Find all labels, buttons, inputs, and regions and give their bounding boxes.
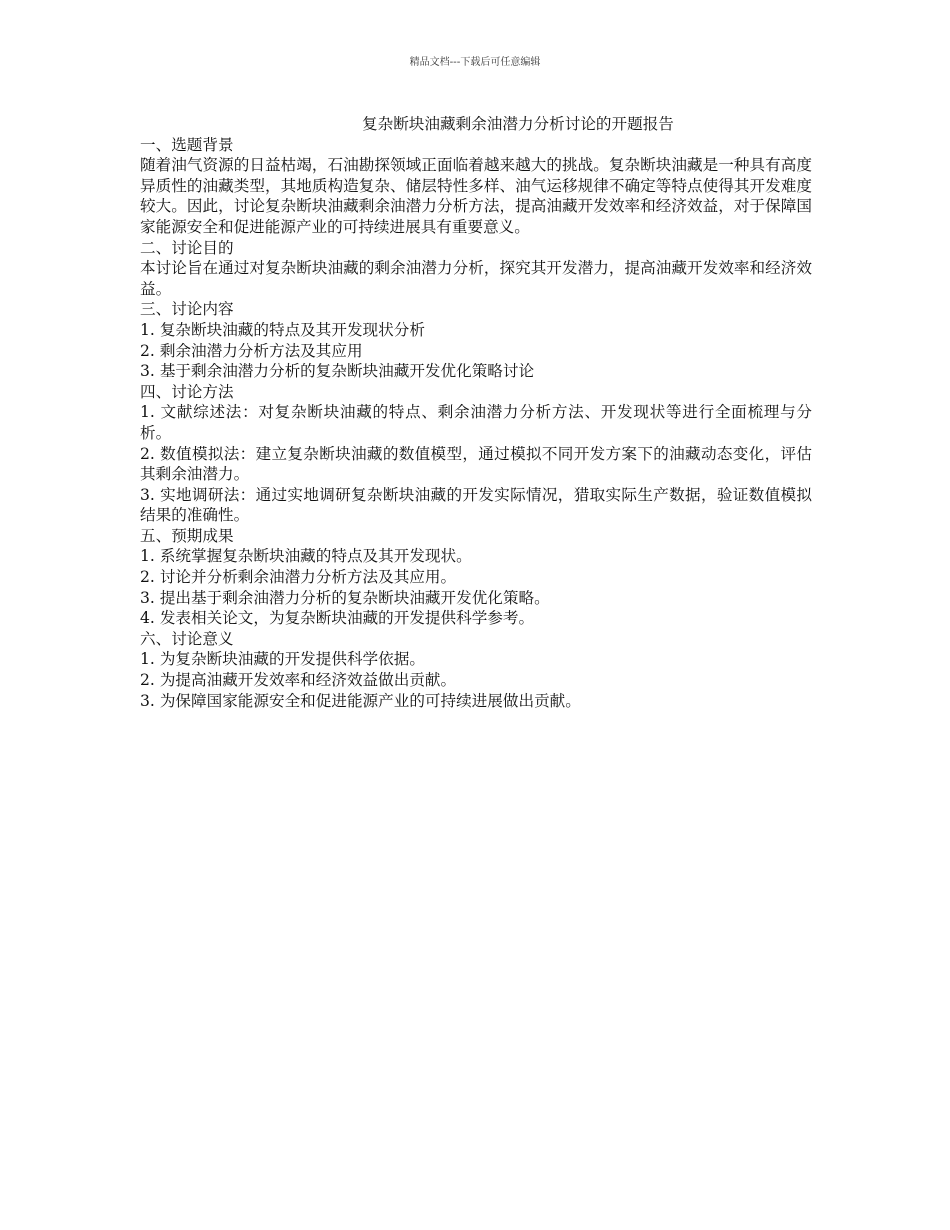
list-item: 1. 系统掌握复杂断块油藏的特点及其开发现状。 (140, 547, 472, 566)
background-paragraph: 随着油气资源的日益枯竭，石油勘探领域正面临着越来越大的挑战。复杂断块油藏是一种具有高度异质性的油藏类型，其地质构造复杂、储层特性多样、油气运移规律不确定等特点使得其开发难度较大。因此，讨论复杂断块油藏剩余油潜力分析方法，提高油藏开发效率和经济效益，对于保障国家能源安全和促进能源产业的可持续进展具有重要意义。 (140, 156, 812, 236)
page-header: 精品文档---下载后可任意编辑 (409, 57, 541, 68)
section-heading-content: 三、讨论内容 (140, 300, 234, 319)
section-heading-significance: 六、讨论意义 (140, 629, 234, 648)
list-item: 2. 数值模拟法：建立复杂断块油藏的数值模型，通过模拟不同开发方案下的油藏动态变化，评估其剩余油潜力。 (140, 444, 812, 484)
list-item: 3. 基于剩余油潜力分析的复杂断块油藏开发优化策略讨论 (140, 362, 535, 381)
section-heading-methods: 四、讨论方法 (140, 382, 234, 401)
section-heading-outcomes: 五、预期成果 (140, 526, 234, 545)
purpose-paragraph: 本讨论旨在通过对复杂断块油藏的剩余油潜力分析，探究其开发潜力，提高油藏开发效率和经济效益。 (140, 259, 812, 298)
list-item: 2. 为提高油藏开发效率和经济效益做出贡献。 (140, 671, 457, 690)
document-body (140, 114, 812, 711)
document-title: 复杂断块油藏剩余油潜力分析讨论的开题报告 (362, 115, 674, 133)
list-item: 2. 剩余油潜力分析方法及其应用 (140, 341, 363, 360)
list-item: 3. 为保障国家能源安全和促进能源产业的可持续进展做出贡献。 (140, 691, 581, 710)
list-item: 1. 为复杂断块油藏的开发提供科学依据。 (140, 650, 425, 669)
list-item: 2. 讨论并分析剩余油潜力分析方法及其应用。 (140, 568, 457, 587)
section-heading-background: 一、选题背景 (140, 135, 234, 154)
list-item: 1. 文献综述法：对复杂断块油藏的特点、剩余油潜力分析方法、开发现状等进行全面梳理与分析。 (140, 403, 812, 442)
list-item: 4. 发表相关论文，为复杂断块油藏的开发提供科学参考。 (140, 609, 535, 628)
list-item: 3. 实地调研法：通过实地调研复杂断块油藏的开发实际情况，猎取实际生产数据，验证数值模拟结果的准确性。 (140, 485, 812, 525)
section-heading-purpose: 二、讨论目的 (140, 238, 234, 257)
list-item: 1. 复杂断块油藏的特点及其开发现状分析 (140, 320, 425, 339)
list-item: 3. 提出基于剩余油潜力分析的复杂断块油藏开发优化策略。 (140, 588, 550, 607)
